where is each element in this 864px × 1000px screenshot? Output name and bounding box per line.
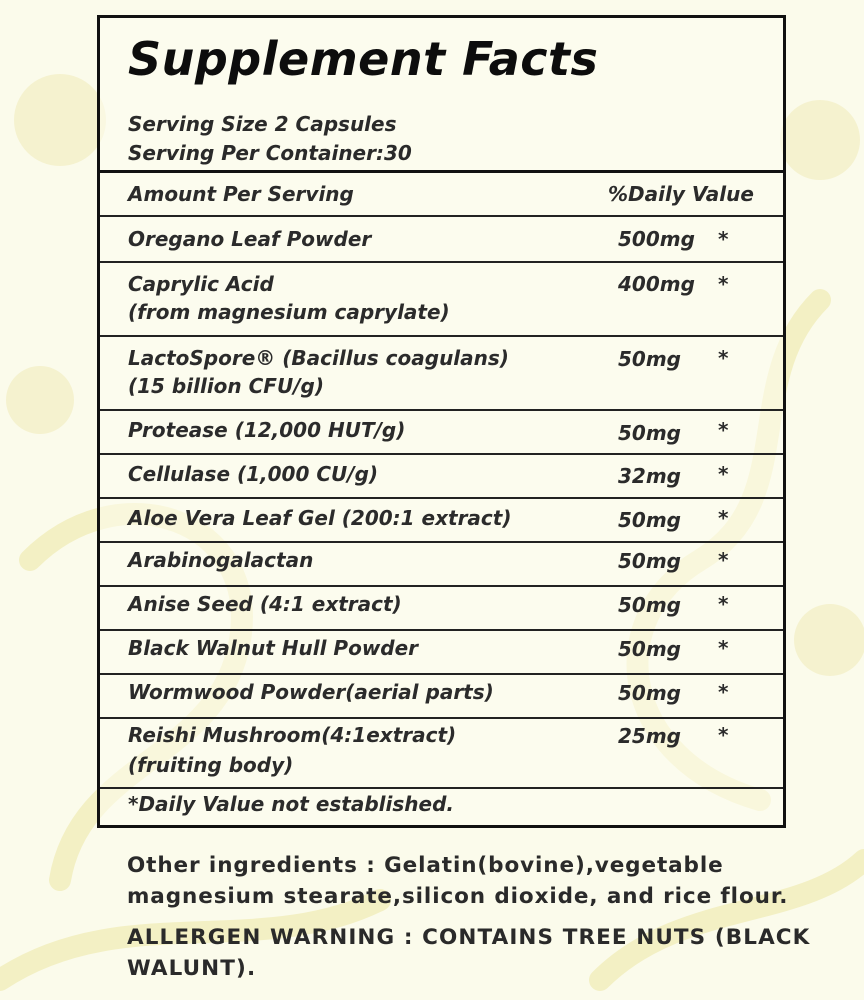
table-row (100, 587, 783, 629)
ingredient-name: Aloe Vera Leaf Gel (200:1 extract) (128, 506, 512, 530)
ingredient-name: Cellulase (1,000 CU/g) (128, 462, 379, 486)
ingredient-amount: 32mg (618, 464, 681, 488)
daily-value-footnote: *Daily Value not established. (128, 792, 454, 816)
ingredient-amount: 50mg (618, 421, 681, 445)
ingredient-amount: 25mg (618, 724, 681, 748)
ingredient-dv: * (718, 506, 729, 530)
ingredient-dv: * (718, 418, 729, 442)
table-row (100, 543, 783, 585)
table-row (100, 675, 783, 717)
ingredient-name: Arabinogalactan (128, 548, 314, 572)
ingredient-name: Wormwood Powder(aerial parts) (128, 680, 494, 704)
ingredient-amount: 400mg (618, 272, 695, 296)
row-divider (100, 787, 783, 789)
ingredient-subname: (fruiting body) (128, 753, 294, 777)
ingredient-dv: * (718, 548, 729, 572)
ingredient-dv: * (718, 227, 729, 251)
ingredient-name: Reishi Mushroom(4:1extract) (128, 723, 457, 747)
amount-per-serving-label: Amount Per Serving (128, 182, 354, 206)
ingredient-dv: * (718, 272, 729, 296)
table-row (100, 455, 783, 497)
ingredient-dv: * (718, 680, 729, 704)
ingredient-dv: * (718, 723, 729, 747)
table-row (100, 411, 783, 453)
serving-info (128, 110, 412, 168)
ingredient-amount: 50mg (618, 508, 681, 532)
table-row (100, 263, 783, 335)
ingredient-amount: 50mg (618, 681, 681, 705)
table-row (100, 499, 783, 541)
ingredient-amount: 50mg (618, 549, 681, 573)
ingredient-dv: * (718, 592, 729, 616)
ingredient-name: Black Walnut Hull Powder (128, 636, 419, 660)
serving-size: Serving Size 2 Capsules (128, 112, 397, 136)
ingredient-name: Anise Seed (4:1 extract) (128, 592, 402, 616)
ingredient-amount: 50mg (618, 637, 681, 661)
ingredient-amount: 500mg (618, 227, 695, 251)
other-ingredients: Other ingredients : Gelatin(bovine),vegetable magnesium stearate,silicon dioxide, and rice flour. (127, 853, 789, 909)
ingredient-dv: * (718, 636, 729, 660)
ingredient-name: LactoSpore® (Bacillus coagulans) (128, 346, 509, 370)
table-row (100, 631, 783, 673)
header-row (100, 173, 783, 215)
ingredient-name: Oregano Leaf Powder (128, 227, 372, 251)
table-row (100, 217, 783, 261)
ingredient-dv: * (718, 462, 729, 486)
servings-per-container: Serving Per Container:30 (128, 141, 412, 165)
supplement-facts-panel (97, 15, 786, 828)
ingredient-subname: (15 billion CFU/g) (128, 374, 324, 398)
allergen-warning: ALLERGEN WARNING : CONTAINS TREE NUTS (BLACK WALUNT). (127, 925, 811, 981)
panel-title: Supplement Facts (128, 32, 599, 86)
daily-value-label: %Daily Value (608, 182, 754, 206)
ingredient-name: Caprylic Acid (128, 272, 274, 296)
ingredient-dv: * (718, 346, 729, 370)
ingredient-amount: 50mg (618, 593, 681, 617)
ingredient-amount: 50mg (618, 347, 681, 371)
table-row (100, 719, 783, 787)
ingredient-subname: (from magnesium caprylate) (128, 300, 450, 324)
ingredient-name: Protease (12,000 HUT/g) (128, 418, 406, 442)
table-row (100, 337, 783, 409)
